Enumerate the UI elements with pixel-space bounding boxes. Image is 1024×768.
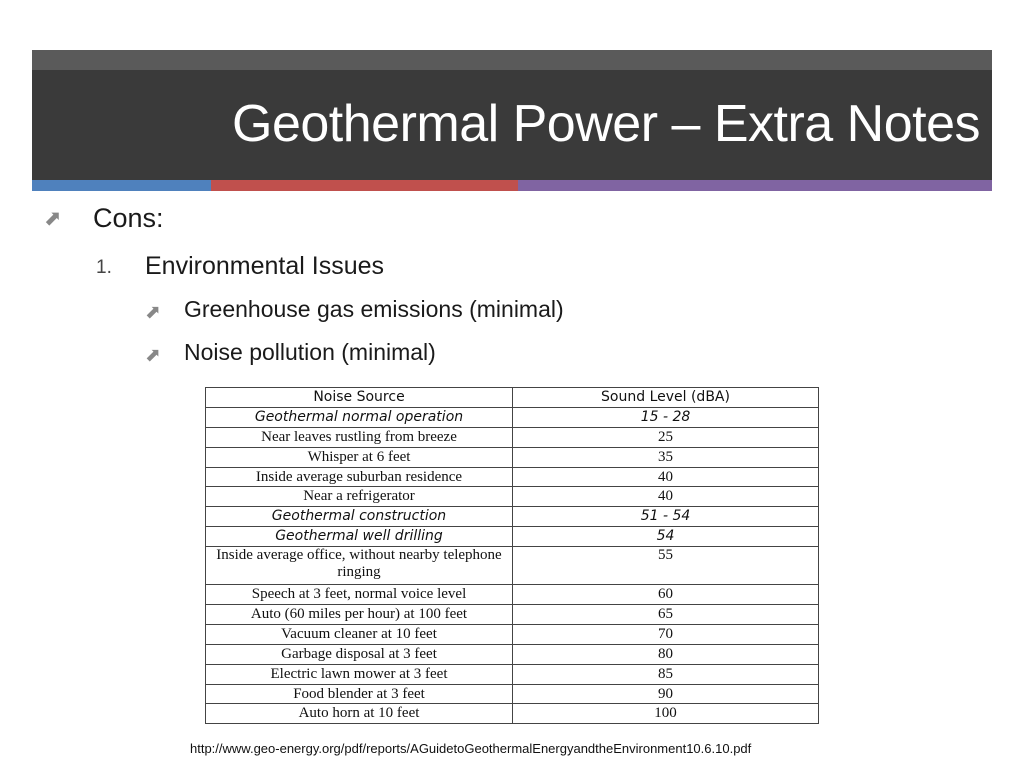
bullet-greenhouse: Greenhouse gas emissions (minimal) xyxy=(184,296,564,322)
table-header-row xyxy=(206,388,819,408)
table-row xyxy=(206,507,819,527)
accent-stripe-purple xyxy=(518,180,992,191)
sound-level-cell: 60 xyxy=(513,585,819,605)
noise-source-cell: Geothermal normal operation xyxy=(206,407,513,427)
sound-level-cell: 15 - 28 xyxy=(513,407,819,427)
title-bar-top-band xyxy=(32,50,992,70)
table-row xyxy=(206,527,819,547)
slide-title: Geothermal Power – Extra Notes xyxy=(232,95,980,153)
sound-level-cell: 70 xyxy=(513,624,819,644)
table-row xyxy=(206,684,819,704)
sound-level-cell: 85 xyxy=(513,664,819,684)
table-row xyxy=(206,585,819,605)
noise-source-cell: Geothermal construction xyxy=(206,507,513,527)
bullet-arrow-icon: ⬈ xyxy=(44,207,62,230)
bullet-arrow-icon: ⬈ xyxy=(145,345,161,366)
noise-source-cell: Auto horn at 10 feet xyxy=(206,704,513,724)
bullet-environmental-issues: Environmental Issues xyxy=(145,252,385,280)
bullet-noise: Noise pollution (minimal) xyxy=(184,339,436,365)
noise-level-table xyxy=(205,387,819,724)
sound-level-cell: 51 - 54 xyxy=(513,507,819,527)
column-header-level: Sound Level (dBA) xyxy=(513,388,819,408)
noise-source-cell: Whisper at 6 feet xyxy=(206,447,513,467)
sound-level-cell: 65 xyxy=(513,605,819,625)
sound-level-cell: 55 xyxy=(513,547,819,585)
sound-level-cell: 40 xyxy=(513,467,819,487)
noise-source-cell: Speech at 3 feet, normal voice level xyxy=(206,585,513,605)
table-row xyxy=(206,644,819,664)
sound-level-cell: 54 xyxy=(513,527,819,547)
table-row xyxy=(206,547,819,585)
noise-source-cell: Inside average suburban residence xyxy=(206,467,513,487)
table-row xyxy=(206,664,819,684)
noise-source-cell: Food blender at 3 feet xyxy=(206,684,513,704)
bullet-number: 1. xyxy=(96,257,112,278)
noise-source-cell: Auto (60 miles per hour) at 100 feet xyxy=(206,605,513,625)
noise-source-cell: Near leaves rustling from breeze xyxy=(206,427,513,447)
table-row xyxy=(206,605,819,625)
noise-source-cell: Electric lawn mower at 3 feet xyxy=(206,664,513,684)
sound-level-cell: 90 xyxy=(513,684,819,704)
title-bar xyxy=(32,50,992,180)
bullet-arrow-icon: ⬈ xyxy=(145,302,161,323)
table-row xyxy=(206,427,819,447)
table-row xyxy=(206,407,819,427)
accent-stripe-blue xyxy=(32,180,211,191)
sound-level-cell: 100 xyxy=(513,704,819,724)
table-row xyxy=(206,447,819,467)
noise-source-cell: Near a refrigerator xyxy=(206,487,513,507)
table-row xyxy=(206,624,819,644)
noise-source-cell: Geothermal well drilling xyxy=(206,527,513,547)
noise-source-cell: Vacuum cleaner at 10 feet xyxy=(206,624,513,644)
sound-level-cell: 80 xyxy=(513,644,819,664)
table-row xyxy=(206,487,819,507)
sound-level-cell: 40 xyxy=(513,487,819,507)
table-row xyxy=(206,467,819,487)
bullet-cons: Cons: xyxy=(93,203,164,233)
column-header-source: Noise Source xyxy=(206,388,513,408)
noise-source-cell: Inside average office, without nearby telephone ringing xyxy=(206,547,513,585)
source-url[interactable]: http://www.geo-energy.org/pdf/reports/AGuidetoGeothermalEnergyandtheEnvironment10.6.10.pdf xyxy=(190,741,752,756)
noise-source-cell: Garbage disposal at 3 feet xyxy=(206,644,513,664)
sound-level-cell: 35 xyxy=(513,447,819,467)
table-row xyxy=(206,704,819,724)
accent-stripe-red xyxy=(211,180,518,191)
sound-level-cell: 25 xyxy=(513,427,819,447)
